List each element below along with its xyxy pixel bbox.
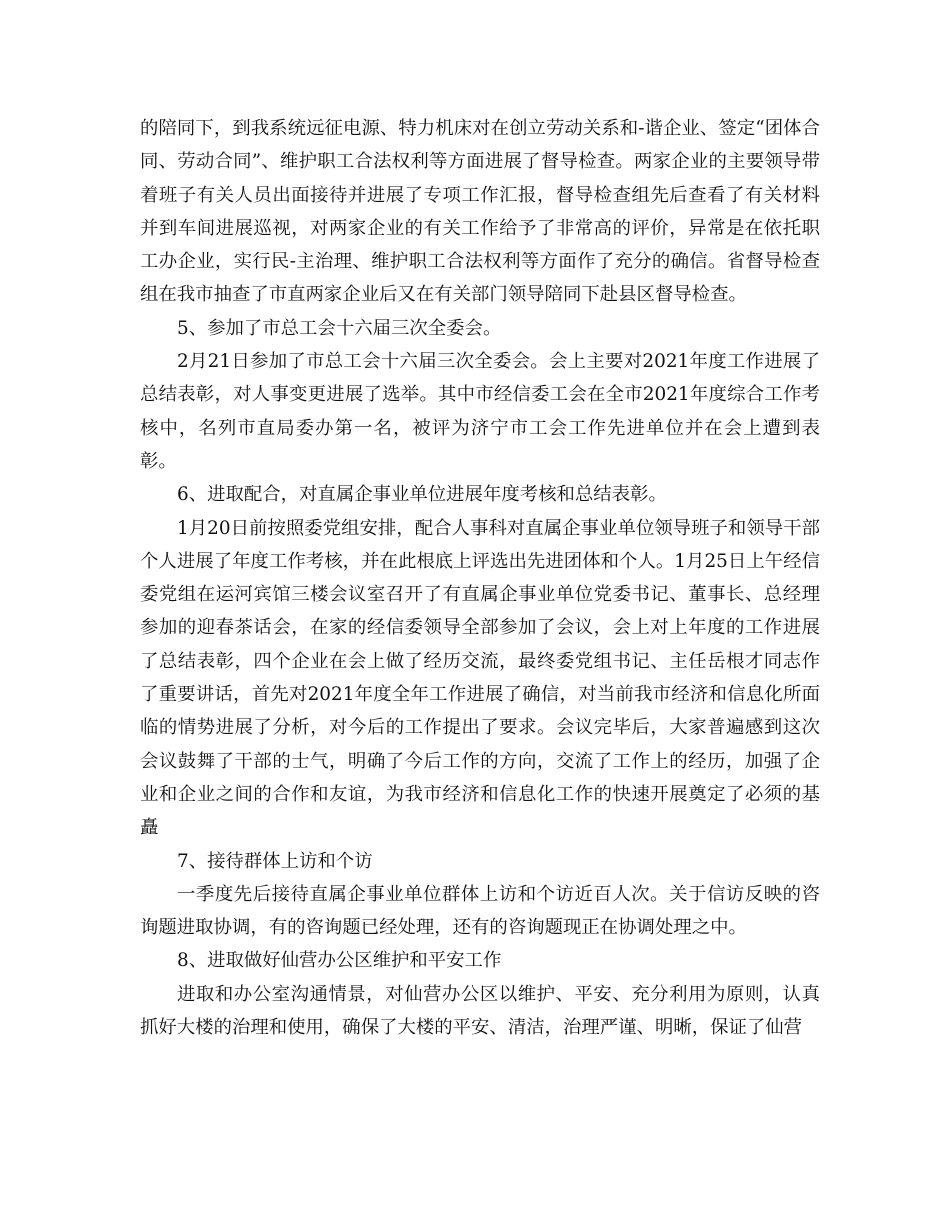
heading-item-7: 7、接待群体上访和个访 <box>177 850 373 872</box>
heading-item-6: 6、进取配合，对直属企事业单位进展年度考核和总结表彰。 <box>177 484 667 506</box>
heading-item-5: 5、参加了市总工会十六届三次全委会。 <box>177 317 502 339</box>
paragraph-3: 1月20日前按照委党组安排，配合人事科对直属企事业单位领导班子和领导干部个人进展了年度工作考核，并在此根底上评选出先进团体和个人。1月25日上午经信委党组在运河宾馆三楼会议室召开了有直属企事业单位党委书记、董事长、总经理参加的迎春茶话会，在家的经信委领导全部参加了会议，会上对上年度的工作进展了总结表彰，四个企业在会上做了经历交流，最终委党组书记、主任岳根才同志作了重要讲话，首先对2021年度全年工作进展了确信，对当前我市经济和信息化所面临的情势进展了分析，对今后的工作提出了要求。会议完毕后，大家普遍感到这次会议鼓舞了干部的士气，明确了今后工作的方向，交流了工作上的经历，加强了企业和企业之间的合作和友谊，为我市经济和信息化工作的快速开展奠定了必须的基矗 <box>140 517 820 839</box>
heading-item-8: 8、进取做好仙营办公区维护和平安工作 <box>177 950 502 972</box>
paragraph-4: 一季度先后接待直属企事业单位群体上访和个访近百人次。关于信访反映的咨询题进取协调，有的咨询题已经处理，还有的咨询题现正在协调处理之中。 <box>140 883 820 939</box>
paragraph-1: 的陪同下，到我系统远征电源、特力机床对在创立劳动关系和-谐企业、签定“团体合同、劳动合同”、维护职工合法权利等方面进展了督导检查。两家企业的主要领导带着班子有关人员出面接待并进展了专项工作汇报，督导检查组先后查看了有关材料并到车间进展巡视，对两家企业的有关工作给予了非常高的评价，异常是在依托职工办企业，实行民-主治理、维护职工合法权利等方面作了充分的确信。省督导检查组在我市抽查了市直两家企业后又在有关部门领导陪同下赴县区督导检查。 <box>140 118 820 306</box>
paragraph-5: 进取和办公室沟通情景，对仙营办公区以维护、平安、充分利用为原则，认真抓好大楼的治理和使用，确保了大楼的平安、清洁，治理严谨、明晰，保证了仙营 <box>140 983 820 1039</box>
paragraph-2: 2月21日参加了市总工会十六届三次全委会。会上主要对2021年度工作进展了总结表彰，对人事变更进展了选举。其中市经信委工会在全市2021年度综合工作考核中，名列市直局委办第一名，被评为济宁市工会工作先进单位并在会上遭到表彰。 <box>140 351 820 472</box>
document-body <box>140 112 820 1044</box>
